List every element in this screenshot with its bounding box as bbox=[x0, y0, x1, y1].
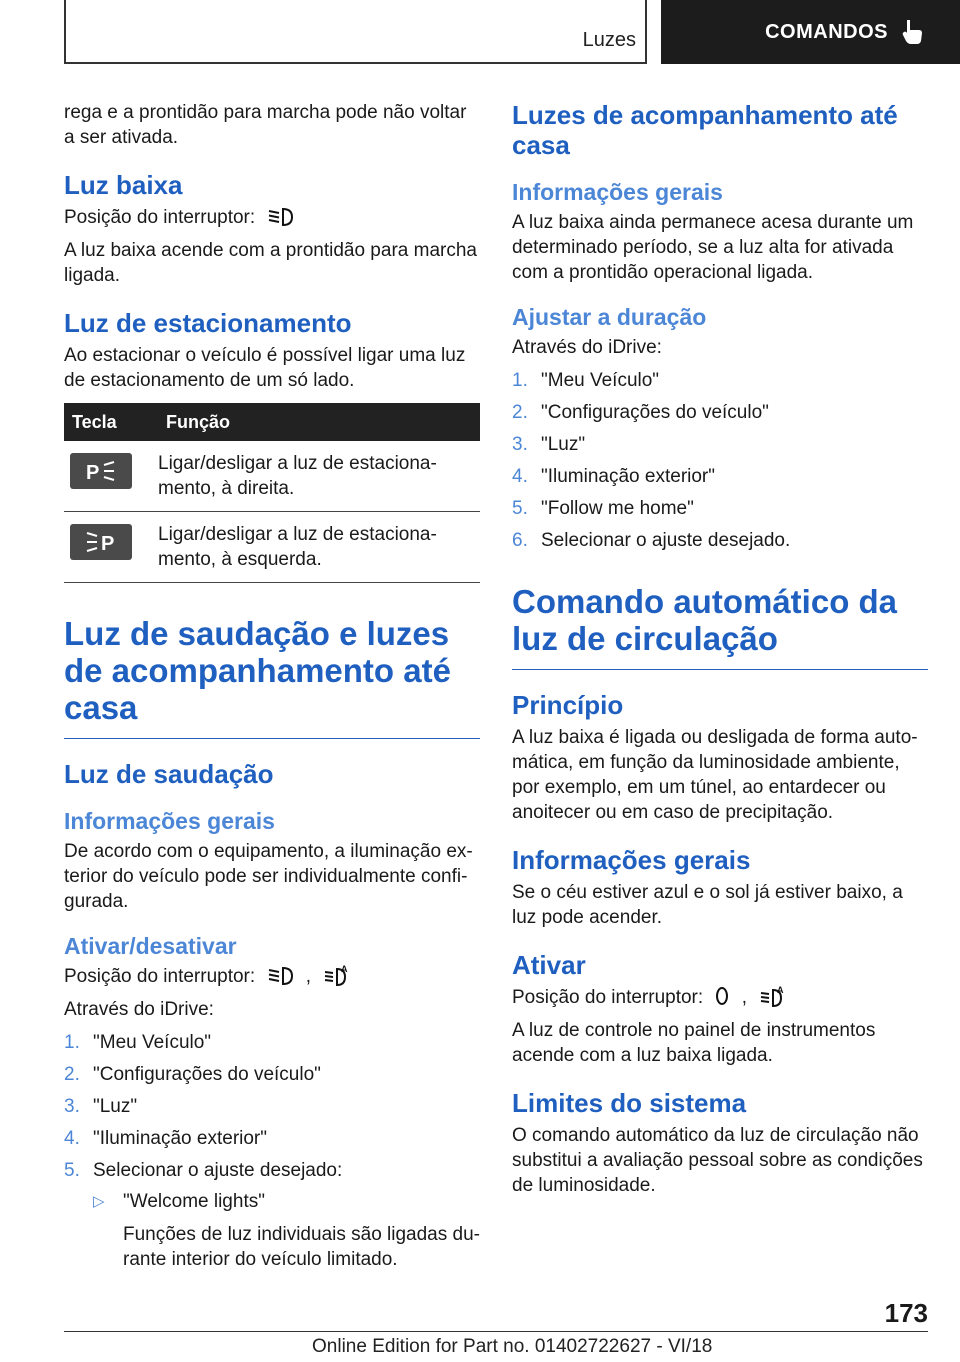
sub-option-label: "Welcome lights" bbox=[123, 1191, 265, 1212]
sub-option bbox=[93, 1189, 480, 1272]
low-beam-icon bbox=[266, 207, 294, 227]
header-section-title: Luzes bbox=[582, 29, 636, 51]
welcome-general-text: De acordo com o equipamento, a iluminação ex-terior do veículo pode ser individualmente confi-gurada. bbox=[64, 841, 473, 912]
table-row bbox=[64, 512, 480, 583]
idrive-label: Através do iDrive: bbox=[512, 337, 662, 358]
chapter-heading-auto-headlight: Comando automático da luz de circulação bbox=[512, 583, 928, 670]
idrive-label: Através do iDrive: bbox=[64, 999, 214, 1020]
table-header-key: Tecla bbox=[64, 403, 158, 441]
footer-divider bbox=[64, 1331, 928, 1332]
list-item: 1. "Meu Veículo" bbox=[64, 1032, 212, 1053]
list-item: 5. Selecionar o ajuste desejado: ▷ "Welcome lights" Funções de luz individuais são ligadas du-rante interior do veículo limitado. bbox=[64, 1160, 480, 1270]
auto-headlight-icon bbox=[322, 964, 350, 986]
header-chapter-tab bbox=[661, 0, 960, 64]
list-item: 2. "Configurações do veículo" bbox=[64, 1064, 321, 1085]
parking-light-text: Ao estacionar o veículo é possível ligar uma luz de estacionamento de um só lado. bbox=[64, 345, 466, 391]
pointing-hand-icon bbox=[902, 19, 924, 45]
low-beam-switch-line bbox=[64, 205, 480, 230]
welcome-switch-line bbox=[64, 964, 480, 989]
heading-parking-light: Luz de estacionamento bbox=[64, 308, 352, 338]
right-column bbox=[512, 100, 928, 1206]
principle-text: A luz baixa é ligada ou desligada de forma auto-mática, em função da luminosidade ambiente, por exemplo, em um túnel, ao entardecer ou anoitecer ou em caso de precipitação. bbox=[512, 727, 918, 823]
triangle-bullet-icon: ▷ bbox=[93, 1193, 105, 1210]
svg-text:P: P bbox=[86, 462, 100, 483]
svg-text:A: A bbox=[341, 964, 348, 974]
intro-paragraph: rega e a prontidão para marcha pode não voltar a ser ativada. bbox=[64, 102, 467, 148]
parking-light-table bbox=[64, 403, 480, 583]
parking-light-left-icon bbox=[84, 530, 118, 554]
heading-activate: Ativar bbox=[512, 950, 586, 980]
activate-text: A luz de controle no painel de instrumentos acende com a luz baixa ligada. bbox=[512, 1020, 876, 1066]
table-header-function: Função bbox=[158, 403, 480, 441]
list-item: 4. "Iluminação exterior" bbox=[64, 1128, 268, 1149]
heading-adjust-duration: Ajustar a duração bbox=[512, 304, 707, 330]
heading-follow-general: Informações gerais bbox=[512, 179, 723, 205]
table-cell-function: Ligar/desligar a luz de estaciona-mento, à esquerda. bbox=[158, 512, 480, 583]
switch-position-label: Posição do interruptor: bbox=[64, 207, 256, 228]
parking-light-left-button[interactable] bbox=[70, 524, 132, 560]
header-chapter-title: COMANDOS bbox=[765, 20, 888, 43]
list-item: 4. "Iluminação exterior" bbox=[512, 466, 716, 487]
page-number: 173 bbox=[884, 1298, 928, 1328]
heading-principle: Princípio bbox=[512, 690, 624, 720]
table-cell-function: Ligar/desligar a luz de estaciona-mento, à direita. bbox=[158, 441, 480, 512]
follow-general-text: A luz baixa ainda permanece acesa durante um determinado período, se a luz alta for ativada com a prontidão operacional ligada. bbox=[512, 212, 914, 283]
list-item: 6. Selecionar o ajuste desejado. bbox=[512, 530, 791, 551]
list-item: 2. "Configurações do veículo" bbox=[512, 402, 769, 423]
low-beam-icon bbox=[266, 966, 294, 986]
chapter-heading-welcome-light: Luz de saudação e luzes de acompanhamento até casa bbox=[64, 615, 480, 739]
separator-comma: , bbox=[741, 987, 748, 1008]
list-item: 5. "Follow me home" bbox=[512, 498, 694, 519]
sub-option-text: Funções de luz individuais são ligadas du-rante interior do veículo limitado. bbox=[123, 1224, 480, 1270]
heading-low-beam: Luz baixa bbox=[64, 170, 183, 200]
header-frame bbox=[64, 0, 647, 64]
heading-follow-me-home: Luzes de acompanhamento até casa bbox=[512, 100, 898, 160]
heading-welcome-general: Informações gerais bbox=[64, 808, 275, 834]
welcome-steps-list bbox=[64, 1030, 480, 1272]
heading-system-limits: Limites do sistema bbox=[512, 1088, 747, 1118]
parking-light-right-button[interactable] bbox=[70, 453, 132, 489]
switch-position-label: Posição do interruptor: bbox=[64, 966, 256, 987]
switch-position-label: Posição do interruptor: bbox=[512, 987, 704, 1008]
zero-position-icon bbox=[714, 985, 730, 1007]
list-item: 1. "Meu Veículo" bbox=[512, 370, 660, 391]
heading-welcome-light: Luz de saudação bbox=[64, 759, 274, 789]
low-beam-text: A luz baixa acende com a prontidão para marcha ligada. bbox=[64, 240, 477, 286]
left-column bbox=[64, 100, 480, 1280]
heading-auto-general: Informações gerais bbox=[512, 845, 751, 875]
auto-general-text: Se o céu estiver azul e o sol já estiver baixo, a luz pode acender. bbox=[512, 882, 903, 928]
parking-light-right-icon bbox=[84, 459, 118, 483]
system-limits-text: O comando automático da luz de circulação não substitui a avaliação pessoal sobre as condições de luminosidade. bbox=[512, 1125, 923, 1196]
list-item: 3. "Luz" bbox=[64, 1096, 138, 1117]
svg-text:A: A bbox=[777, 985, 784, 995]
activate-switch-line bbox=[512, 985, 928, 1010]
heading-activate-deactivate: Ativar/desativar bbox=[64, 933, 237, 959]
svg-text:P: P bbox=[101, 533, 115, 554]
auto-headlight-icon bbox=[758, 985, 786, 1007]
follow-steps-list bbox=[512, 368, 928, 553]
separator-comma: , bbox=[305, 966, 312, 987]
footer-edition: Online Edition for Part no. 01402722627 - VI/18 bbox=[312, 1336, 713, 1357]
table-row bbox=[64, 441, 480, 512]
list-item: 3. "Luz" bbox=[512, 434, 586, 455]
